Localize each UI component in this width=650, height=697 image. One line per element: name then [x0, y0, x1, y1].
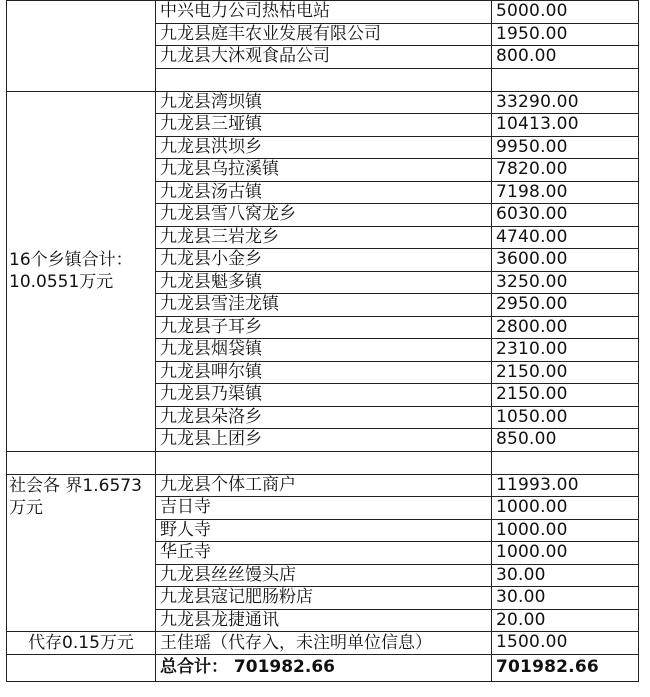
row-name: 九龙县三岩龙乡: [156, 226, 492, 249]
empty-cell: [7, 451, 156, 474]
row-amount: 30.00: [492, 587, 639, 610]
row-name: 九龙县魁多镇: [156, 271, 492, 294]
townships-group-label: 16个乡镇合计：10.0551万元: [7, 91, 156, 451]
row-amount: 10413.00: [492, 114, 639, 137]
row-name: 九龙县大沐观食品公司: [156, 46, 492, 69]
row-name: 九龙县呷尔镇: [156, 361, 492, 384]
empty-cell: [492, 451, 639, 474]
empty-cell: [7, 655, 156, 682]
row-amount: 1000.00: [492, 542, 639, 565]
group-cell-companies: [7, 1, 156, 92]
row-name: 九龙县个体工商户: [156, 474, 492, 497]
total-row: [7, 655, 639, 682]
row-name: 野人寺: [156, 519, 492, 542]
table-row-empty: [7, 451, 639, 474]
row-name: 九龙县上团乡: [156, 429, 492, 452]
donation-table: [6, 0, 639, 682]
row-amount: 7198.00: [492, 181, 639, 204]
table-row: [7, 1, 639, 24]
row-amount: 2150.00: [492, 384, 639, 407]
row-name: 九龙县寇记肥肠粉店: [156, 587, 492, 610]
row-amount: 3600.00: [492, 249, 639, 272]
row-amount: 20.00: [492, 609, 639, 632]
row-name: 王佳瑶（代存入，未注明单位信息）: [156, 632, 492, 655]
empty-cell: [492, 68, 639, 91]
row-amount: 6030.00: [492, 204, 639, 227]
empty-cell: [156, 68, 492, 91]
row-amount: 30.00: [492, 564, 639, 587]
row-amount: 5000.00: [492, 1, 639, 24]
row-name: 九龙县乃渠镇: [156, 384, 492, 407]
table-row: [7, 474, 639, 497]
row-amount: 2150.00: [492, 361, 639, 384]
total-label: 总合计： 701982.66: [156, 655, 492, 682]
row-name: 吉日寺: [156, 497, 492, 520]
row-amount: 1050.00: [492, 406, 639, 429]
table-row: [7, 91, 639, 114]
row-amount: 850.00: [492, 429, 639, 452]
row-amount: 1500.00: [492, 632, 639, 655]
row-amount: 7820.00: [492, 159, 639, 182]
row-amount: 800.00: [492, 46, 639, 69]
row-amount: 9950.00: [492, 136, 639, 159]
row-amount: 1950.00: [492, 23, 639, 46]
row-name: 九龙县三垭镇: [156, 114, 492, 137]
row-amount: 2310.00: [492, 339, 639, 362]
row-name: 九龙县丝丝馒头店: [156, 564, 492, 587]
row-name: 九龙县雪洼龙镇: [156, 294, 492, 317]
deposit-group-label: 代存0.15万元: [7, 632, 156, 655]
row-amount: 4740.00: [492, 226, 639, 249]
row-name: 九龙县乌拉溪镇: [156, 159, 492, 182]
row-name: 九龙县雪八窝龙乡: [156, 204, 492, 227]
total-amount: 701982.66: [492, 655, 639, 682]
row-amount: 1000.00: [492, 497, 639, 520]
row-name: 九龙县烟袋镇: [156, 339, 492, 362]
row-amount: 33290.00: [492, 91, 639, 114]
row-amount: 1000.00: [492, 519, 639, 542]
row-amount: 2950.00: [492, 294, 639, 317]
table-row: [7, 632, 639, 655]
row-name: 华丘寺: [156, 542, 492, 565]
society-group-label: 社会各 界1.6573万元: [7, 474, 156, 632]
row-name: 九龙县庭丰农业发展有限公司: [156, 23, 492, 46]
row-name: 九龙县洪坝乡: [156, 136, 492, 159]
row-name: 九龙县朵洛乡: [156, 406, 492, 429]
empty-cell: [156, 451, 492, 474]
row-name: 九龙县龙捷通讯: [156, 609, 492, 632]
row-name: 中兴电力公司热枯电站: [156, 1, 492, 24]
row-amount: 2800.00: [492, 316, 639, 339]
row-name: 九龙县子耳乡: [156, 316, 492, 339]
row-name: 九龙县湾坝镇: [156, 91, 492, 114]
row-name: 九龙县小金乡: [156, 249, 492, 272]
row-amount: 11993.00: [492, 474, 639, 497]
row-amount: 3250.00: [492, 271, 639, 294]
row-name: 九龙县汤古镇: [156, 181, 492, 204]
